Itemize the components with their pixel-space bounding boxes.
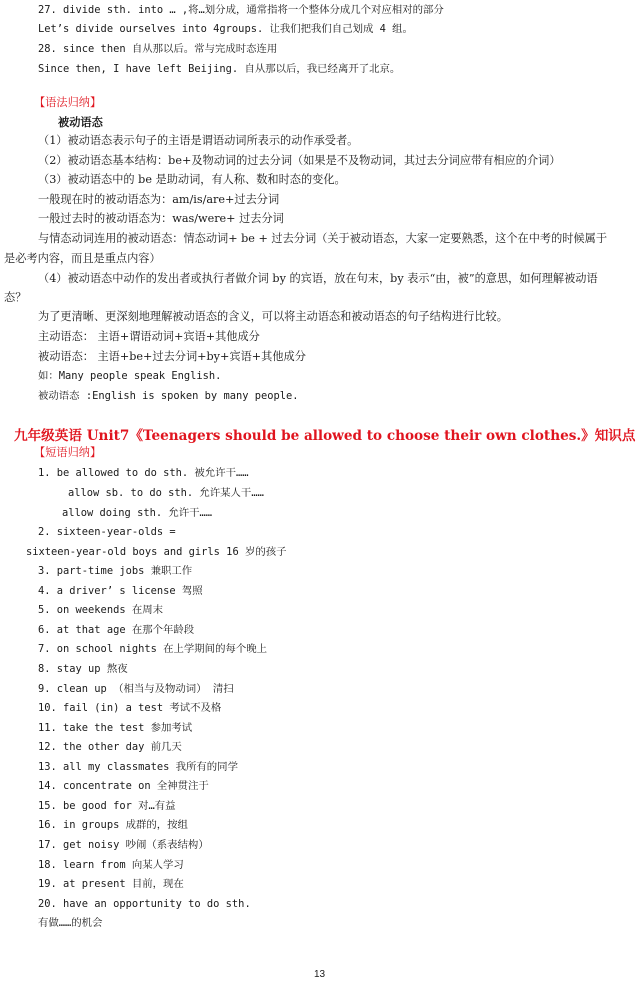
list-item: 19. at present 目前，现在 bbox=[38, 878, 184, 890]
text-line: （1）被动语态表示句子的主语是谓语动词所表示的动作承受者。 bbox=[38, 134, 359, 147]
list-item: 15. be good for 对…有益 bbox=[38, 800, 176, 812]
list-item: 1. be allowed to do sth. 被允许干…… bbox=[38, 467, 249, 479]
text-line: 如：Many people speak English. bbox=[38, 370, 222, 382]
text-line: 一般现在时的被动语态为：am/is/are+过去分词 bbox=[38, 193, 280, 206]
text-line: 是必考内容，而且是重点内容） bbox=[4, 252, 161, 265]
phrase-tag: 【短语归纳】 bbox=[34, 446, 102, 459]
list-item: 17. get noisy 吵闹（系表结构） bbox=[38, 839, 209, 851]
grammar-tag: 【语法归纳】 bbox=[34, 96, 102, 109]
text-line: 为了更清晰、更深刻地理解被动语态的含义，可以将主动语态和被动语态的句子结构进行比较。 bbox=[38, 310, 508, 323]
list-item: allow sb. to do sth. 允许某人干…… bbox=[68, 487, 264, 499]
text-line: 主动语态： 主语+谓语动词+宾语+其他成分 bbox=[38, 330, 260, 343]
list-item: 10. fail (in) a test 考试不及格 bbox=[38, 702, 222, 714]
list-item: 7. on school nights 在上学期间的每个晚上 bbox=[38, 643, 268, 655]
text-line: 被动语态： 主语+be+过去分词+by+宾语+其他成分 bbox=[38, 350, 306, 363]
grammar-heading: 被动语态 bbox=[58, 115, 103, 129]
list-item: 9. clean up （相当与及物动词） 清扫 bbox=[38, 683, 234, 695]
list-item: 13. all my classmates 我所有的同学 bbox=[38, 761, 238, 773]
list-item: allow doing sth. 允许干…… bbox=[62, 507, 213, 519]
list-item: 11. take the test 参加考试 bbox=[38, 722, 193, 734]
list-item: 18. learn from 向某人学习 bbox=[38, 859, 184, 871]
list-item: 16. in groups 成群的，按组 bbox=[38, 819, 188, 831]
text-line: 与情态动词连用的被动语态：情态动词+ be + 过去分词（关于被动语态，大家一定要熟悉，这个在中考的时候属于 bbox=[38, 232, 608, 245]
text-line: Since then, I have left Beijing. 自从那以后，我已经离开了北京。 bbox=[38, 63, 401, 75]
text-line: Let’s divide ourselves into 4groups. 让我们把我们自己划成 4 组。 bbox=[38, 23, 413, 35]
list-item: 3. part-time jobs 兼职工作 bbox=[38, 565, 193, 577]
list-item: 5. on weekends 在周末 bbox=[38, 604, 164, 616]
list-item: 2. sixteen-year-olds = bbox=[38, 526, 176, 538]
text-line: （2）被动语态基本结构：be+及物动词的过去分词（如果是不及物动词，其过去分词应带有相应的介词） bbox=[38, 154, 561, 167]
list-item: 8. stay up 熬夜 bbox=[38, 663, 128, 675]
list-item: 14. concentrate on 全神贯注于 bbox=[38, 780, 209, 792]
list-item: 12. the other day 前几天 bbox=[38, 741, 182, 753]
text-line: 27. divide sth. into … ,将…划分成，通常指将一个整体分成几个对应相对的部分 bbox=[38, 4, 444, 16]
text-line: 28. since then 自从那以后。常与完成时态连用 bbox=[38, 43, 278, 55]
text-line: （4）被动语态中动作的发出者或执行者做介词 by 的宾语，放在句末，by 表示“由，被”的意思，如何理解被动语 bbox=[38, 272, 598, 285]
text-line: 被动语态 :English is spoken by many people. bbox=[38, 390, 299, 402]
list-item: 有做……的机会 bbox=[38, 917, 103, 929]
list-item: 4. a driver’ s license 驾照 bbox=[38, 585, 203, 597]
text-line: 一般过去时的被动语态为：was/were+ 过去分词 bbox=[38, 212, 284, 225]
text-line: 态？ bbox=[4, 291, 27, 304]
page-number: 13 bbox=[314, 969, 326, 980]
list-item: 6. at that age 在那个年龄段 bbox=[38, 624, 195, 636]
page-title: 九年级英语 Unit7《Teenagers should be allowed to choose their own clothes.》知识点 bbox=[14, 428, 636, 444]
list-item: sixteen-year-old boys and girls 16 岁的孩子 bbox=[26, 546, 287, 558]
text-line: （3）被动语态中的 be 是助动词，有人称、数和时态的变化。 bbox=[38, 173, 346, 186]
list-item: 20. have an opportunity to do sth. bbox=[38, 898, 251, 910]
